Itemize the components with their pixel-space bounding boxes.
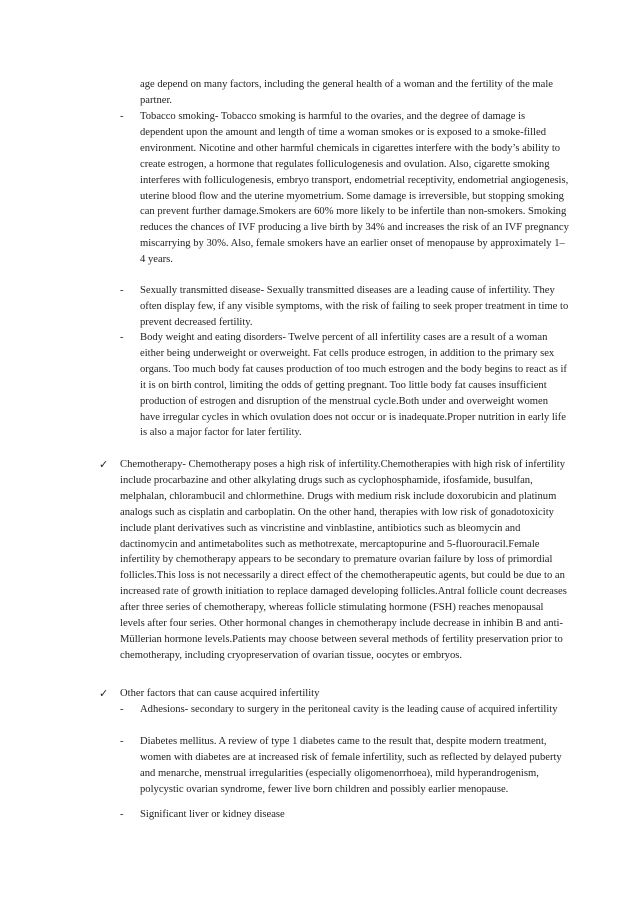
diabetes-paragraph: Diabetes mellitus. A review of type 1 diabetes came to the result that, despite modern treatment, women with diabetes are at increased risk of female infertility, such as reflected by delayed puberty and menarche, menstrual irregularities (especially oligomenorrhoea), mild hyperandrogenism, polycystic ovarian syndrome, fewer live born children and possibly earlier menopause. — [140, 736, 562, 795]
other-factors-heading: Other factors that can cause acquired infertility — [120, 688, 320, 699]
liver-kidney-dash-marker: - — [120, 809, 124, 820]
bodyweight-dash-marker: - — [120, 332, 124, 343]
chemotherapy-check-icon: ✓ — [99, 458, 109, 471]
std-dash-marker: - — [120, 285, 124, 296]
other-factors-check-icon: ✓ — [99, 687, 109, 700]
intro-continuation-paragraph: age depend on many factors, including the general health of a woman and the fertility of the male partner. — [140, 79, 554, 106]
adhesions-dash-marker: - — [120, 704, 124, 715]
chemotherapy-paragraph: Chemotherapy- Chemotherapy poses a high risk of infertility.Chemotherapies with high risk of infertility include procarbazine and other alkylating drugs such as cyclophosphamide, ifosfamide, busulfan, melphalan, chlorambucil and chlormethine. Drugs with medium risk include doxorubicin and platinum analogs such as cisplatin and carboplatin. On the other hand, therapies with low risk of gonadotoxicity include plant derivatives such as vincristine and vinblastine, antibiotics such as bleomycin and dactinomycin and antimetabolites such as methotrexate, mercaptopurine and 5-fluorouracil.Female infertility by chemotherapy appears to be secondary to premature ovarian failure by loss of primordial follicles.This loss is not necessarily a direct effect of the chemotherapeutic agents, but could be due to an increased rate of growth initiation to replace damaged developing follicles.Antral follicle count decreases after three series of chemotherapy, whereas follicle stimulating hormone (FSH) reaches menopausal levels after four series. Other hormonal changes in chemotherapy include decrease in inhibin B and anti-Müllerian hormone levels.Patients may choose between several methods of fertility preservation prior to chemotherapy, including cryopreservation of ovarian tissue, oocytes or embryos. — [120, 459, 567, 661]
tobacco-dash-marker: - — [120, 111, 124, 122]
tobacco-smoking-paragraph: Tobacco smoking- Tobacco smoking is harmful to the ovaries, and the degree of damage is dependent upon the amount and length of time a woman smokes or is exposed to a smoke-filled environment. Nicotine and other harmful chemicals in cigarettes interfere with the body’s ability to create estrogen, a hormone that regulates folliculogenesis and ovulation. Also, cigarette smoking interferes with folliculogenesis, embryo transport, endometrial receptivity, endometrial angiogenesis, uterine blood flow and the uterine myometrium. Some damage is irreversible, but stopping smoking can prevent further damage.Smokers are 60% more likely to be infertile than non-smokers. Smoking reduces the chances of IVF producing a live birth by 34% and increases the risk of an IVF pregnancy miscarrying by 30%. Also, female smokers have an earlier onset of menopause by approximately 1–4 years. — [140, 111, 569, 266]
adhesions-paragraph: Adhesions- secondary to surgery in the peritoneal cavity is the leading cause of acquired infertility — [140, 704, 558, 715]
body-weight-paragraph: Body weight and eating disorders- Twelve percent of all infertility cases are a result of a woman either being underweight or overweight. Fat cells produce estrogen, in addition to the primary sex organs. Too much body fat causes production of too much estrogen and the body begins to react as if it is on birth control, limiting the odds of getting pregnant. Too little body fat causes insufficient production of estrogen and disruption of the menstrual cycle.Both under and overweight women have irregular cycles in which ovulation does not occur or is inadequate.Proper nutrition in early life is also a major factor for later fertility. — [140, 332, 567, 439]
diabetes-dash-marker: - — [120, 736, 124, 747]
sexually-transmitted-disease-paragraph: Sexually transmitted disease- Sexually transmitted diseases are a leading cause of infertility. They often display few, if any visible symptoms, with the risk of failing to seek proper treatment in time to prevent decreased fertility. — [140, 285, 569, 328]
liver-kidney-paragraph: Significant liver or kidney disease — [140, 809, 285, 820]
